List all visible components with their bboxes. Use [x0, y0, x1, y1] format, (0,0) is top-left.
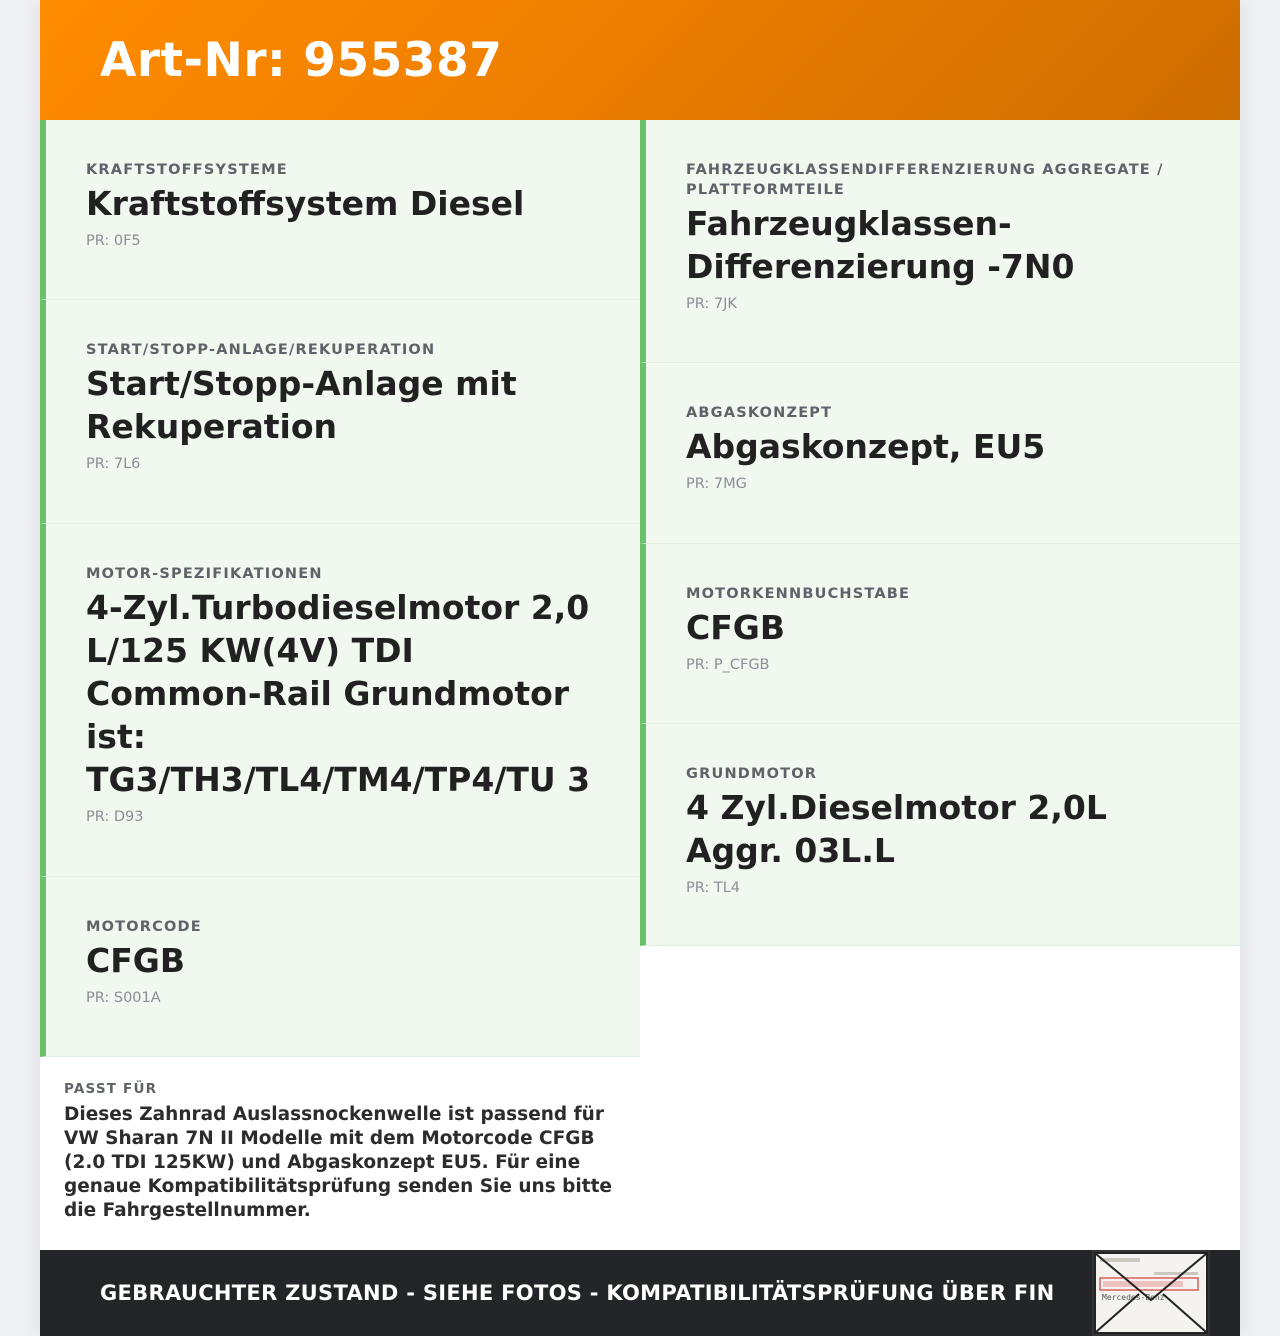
spec-pr-code: PR: TL4	[686, 880, 741, 896]
spec-card	[40, 300, 640, 524]
spec-category: MOTORKENNBUCHSTABE	[686, 586, 911, 602]
spec-category: MOTOR-SPEZIFIKATIONEN	[86, 566, 323, 582]
compatibility-section	[40, 1057, 640, 1250]
spec-card	[640, 363, 1240, 544]
spec-card	[640, 544, 1240, 724]
spec-value: 4-Zyl.Turbodieselmotor 2,0 L/125 KW(4V) TDI Common-Rail Grundmotor ist: TG3/TH3/TL4/TM4/TP4/TU 3	[86, 588, 591, 799]
spec-category: KRAFTSTOFFSYSTEME	[86, 162, 288, 178]
spec-value: CFGB	[86, 941, 185, 980]
spec-category: START/STOPP-ANLAGE/REKUPERATION	[86, 342, 436, 358]
spec-value: Abgaskonzept, EU5	[686, 427, 1046, 466]
spec-card	[40, 120, 640, 300]
spec-pr-code: PR: D93	[86, 809, 144, 825]
spec-pr-code: PR: 0F5	[86, 233, 141, 249]
compatibility-text: Dieses Zahnrad Auslassnockenwelle ist passend für VW Sharan 7N II Modelle mit dem Motorcode CFGB (2.0 TDI 125KW) und Abgaskonzept EU5. Für eine genaue Kompatibilitätsprüfung senden Sie uns bitte die Fahrgestellnummer.	[64, 1104, 612, 1221]
spec-category: MOTORCODE	[86, 919, 202, 935]
spec-value: Kraftstoffsystem Diesel	[86, 184, 525, 223]
spec-card	[40, 877, 640, 1057]
spec-category: FAHRZEUGKLASSENDIFFERENZIERUNG AGGREGATE / PLATTFORMTEILE	[686, 162, 1164, 198]
spec-value: 4 Zyl.Dieselmotor 2,0L Aggr. 03L.L	[686, 788, 1107, 870]
envelope-document-icon	[1092, 1250, 1210, 1336]
spec-category: ABGASKONZEPT	[686, 405, 833, 421]
stamp-text: Mercedes-Benz	[1102, 1293, 1165, 1302]
spec-card	[640, 724, 1240, 946]
spec-pr-code: PR: 7L6	[86, 456, 141, 472]
spec-value: CFGB	[686, 608, 785, 647]
spec-pr-code: PR: S001A	[86, 990, 161, 1006]
spec-column-right	[640, 120, 1240, 946]
header-bar	[40, 0, 1240, 120]
compatibility-label: PASST FÜR	[64, 1081, 158, 1097]
spec-pr-code: PR: 7JK	[686, 296, 737, 312]
spec-column-left	[40, 120, 640, 1250]
spec-value: Start/Stopp-Anlage mit Rekuperation	[86, 364, 517, 446]
product-sheet	[40, 0, 1240, 1336]
spec-category: GRUNDMOTOR	[686, 766, 818, 782]
spec-grid	[40, 120, 1240, 1250]
spec-card	[640, 120, 1240, 363]
spec-card	[40, 524, 640, 877]
footer-bar	[40, 1250, 1240, 1336]
spec-value: Fahrzeugklassen-Differenzierung -7N0	[686, 204, 1075, 286]
condition-note: GEBRAUCHTER ZUSTAND - SIEHE FOTOS - KOMPATIBILITÄTSPRÜFUNG ÜBER FIN	[100, 1281, 1055, 1305]
article-number-title: Art-Nr: 955387	[100, 32, 503, 88]
spec-pr-code: PR: P_CFGB	[686, 657, 770, 673]
spec-pr-code: PR: 7MG	[686, 476, 747, 492]
